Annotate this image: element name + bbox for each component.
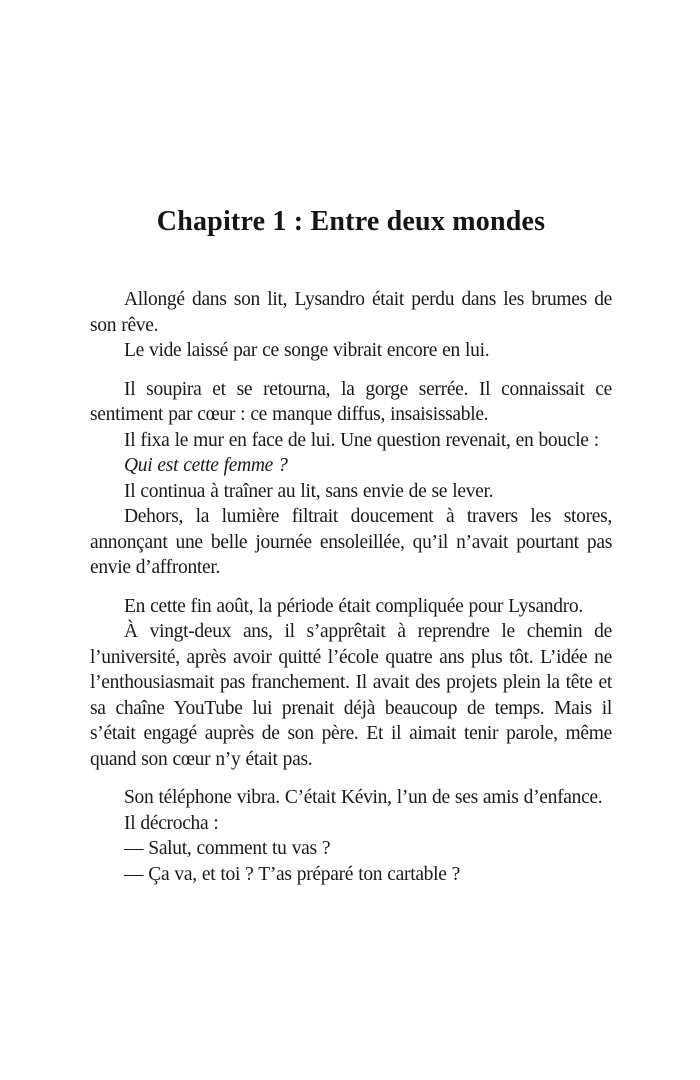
- paragraph: À vingt-deux ans, il s’apprêtait à reprendre le chemin de l’université, après avoir quitté l’école quatre ans plus tôt. L’idée ne l’enthousiasmait pas franchement. Il avait des projets plein la tête et sa chaîne YouTube lui prenait déjà beaucoup de temps. Mais il s’était engagé auprès de son père. Et il aimait tenir parole, même quand son cœur n’y était pas.: [90, 621, 612, 770]
- paragraph: Dehors, la lumière filtrait doucement à travers les stores, annonçant une belle journée ensoleillée, qu’il n’avait pourtant pas envie d’affronter.: [90, 506, 612, 578]
- paragraph: Son téléphone vibra. C’était Kévin, l’un de ses amis d’enfance.: [124, 787, 603, 808]
- chapter-title: Chapitre 1 : Entre deux mondes: [156, 206, 546, 237]
- paragraph: Il fixa le mur en face de lui. Une question revenait, en boucle :: [124, 429, 599, 451]
- paragraph: Le vide laissé par ce songe vibrait encore en lui.: [124, 340, 490, 361]
- paragraph: Il décrocha :: [124, 812, 219, 834]
- text-section-3: [90, 594, 612, 773]
- paragraph: Il continua à traîner au lit, sans envie de se lever.: [124, 480, 494, 502]
- text-section-4: [90, 785, 612, 887]
- text-section-2: [90, 377, 612, 581]
- paragraph: En cette fin août, la période était compliquée pour Lysandro.: [124, 595, 583, 617]
- paragraph-dialogue: — Ça va, et toi ? T’as préparé ton cartable ?: [124, 863, 461, 885]
- paragraph-italic-thought: Qui est cette femme ?: [124, 455, 288, 476]
- page-content: [90, 205, 612, 887]
- text-section-1: [90, 287, 612, 364]
- paragraph-dialogue: — Salut, comment tu vas ?: [124, 838, 331, 859]
- paragraph: Il soupira et se retourna, la gorge serrée. Il connaissait ce sentiment par cœur : ce manque diffus, insaisissable.: [90, 378, 612, 425]
- paragraph: Allongé dans son lit, Lysandro était perdu dans les brumes de son rêve.: [90, 289, 612, 336]
